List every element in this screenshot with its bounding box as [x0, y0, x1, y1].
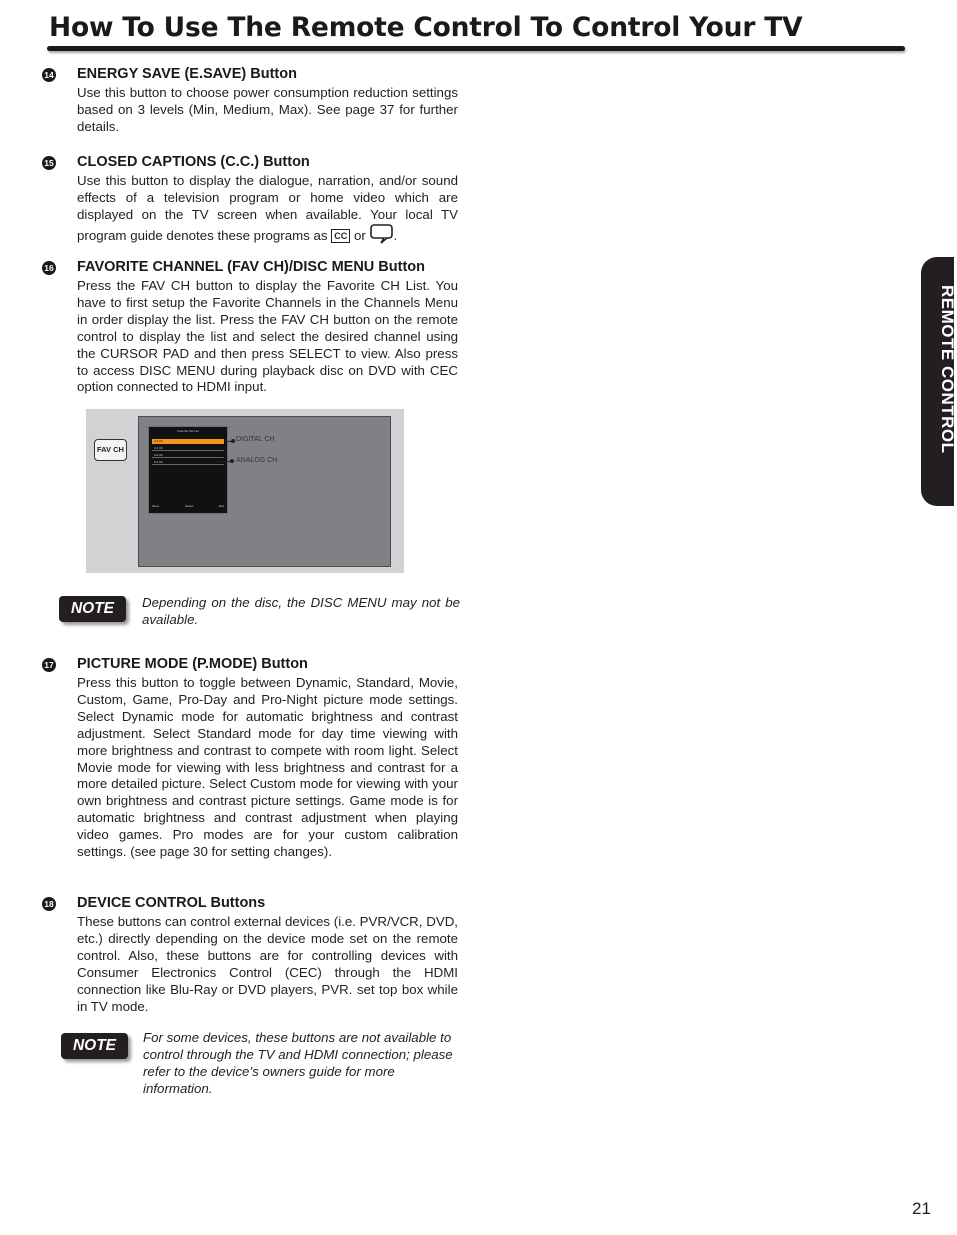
note-text: For some devices, these buttons are not available to control through the TV and HDMI connection; please refer to the device’s owners guide for more information.: [143, 1030, 453, 1096]
callout-dot-digital: [231, 439, 235, 443]
section-title: PICTURE MODE (P.MODE) Button: [77, 656, 308, 672]
page-title: How To Use The Remote Control To Control Your TV: [49, 12, 803, 43]
speech-bubble-icon: [370, 224, 394, 249]
callout-dot-analog: [230, 459, 234, 463]
note-badge: NOTE: [61, 1033, 128, 1059]
menu-row: 3-1 Ch: [152, 446, 224, 451]
menu-footer-move: Move: [152, 504, 160, 508]
page-number: 21: [912, 1199, 931, 1218]
note-text: Depending on the disc, the DISC MENU may not be available.: [142, 595, 460, 627]
period-text: .: [393, 227, 398, 243]
callout-digital-ch: DIGITAL CH: [236, 436, 275, 443]
callout-analog-ch: ANALOG CH: [236, 457, 278, 464]
side-tab: [921, 257, 957, 506]
menu-title: Favorite CH List: [177, 429, 199, 433]
side-tab-label: REMOTE CONTROL: [938, 285, 957, 454]
or-text: or: [353, 227, 366, 243]
tv-screen: [138, 416, 391, 567]
section-body: Press the FAV CH button to display the Favorite CH List. You have to first setup the Favorite Channels in the Channels Menu in order display the list. Press the FAV CH button on the remote control to display the list and select the desired channel using the CURSOR PAD and then press SELECT to view. Also press to access DISC MENU during playback disc on DVD with CEC option connected to HDMI input.: [77, 278, 458, 395]
section-body-text: Use this button to display the dialogue, narration, and/or sound effects of a television program or home video which are displayed on the TV screen when available. Your local TV program guide denotes these programs as: [77, 173, 458, 243]
menu-footer-exit: Exit: [218, 504, 224, 508]
section-body: These buttons can control external devices (i.e. PVR/VCR, DVD, etc.) directly depending on the device mode set on the remote control. Also, these buttons are for controlling devices with Consumer Electronics Control (CEC) through the HDMI connection like Blu-Ray or DVD players, PVR. set top box while in TV mode.: [77, 914, 458, 1014]
section-title: CLOSED CAPTIONS (C.C.) Button: [77, 154, 310, 170]
menu-row: 5-1 Ch: [152, 460, 224, 465]
section-number: 15: [42, 156, 56, 170]
menu-footer: [152, 504, 224, 508]
menu-row: 4-0 Ch: [152, 453, 224, 458]
section-number: 18: [42, 897, 56, 911]
closed-caption-icon: CC: [331, 229, 350, 243]
title-underline: [47, 46, 905, 51]
section-title: ENERGY SAVE (E.SAVE) Button: [77, 66, 297, 82]
section-number: 17: [42, 658, 56, 672]
favorite-ch-menu: [148, 426, 228, 514]
section-body: Press this button to toggle between Dynamic, Standard, Movie, Custom, Game, Pro-Day and Pro-Night picture mode settings. Select Dynamic mode for automatic brightness and contrast adjustment. Select Standard mode for day time viewing with more brightness and contrast to compete with room light. Select Movie mode for viewing with less brightness and contrast for a more detailed picture. Select Custom mode for viewing with your own brightness and contrast picture settings. Game mode is for automatic brightness and contrast adjustment when playing video games. Pro modes are for your custom calibration settings. (see page 30 for setting changes).: [77, 675, 458, 860]
fav-ch-illustration: [86, 409, 404, 573]
menu-row: 2-1 Ch: [152, 439, 224, 444]
section-number: 16: [42, 261, 56, 275]
section-number: 14: [42, 68, 56, 82]
fav-ch-button: FAV CH: [94, 439, 127, 461]
section-title: DEVICE CONTROL Buttons: [77, 895, 266, 911]
note-badge: NOTE: [59, 596, 126, 622]
menu-footer-select: Select: [184, 504, 194, 508]
section-body: Use this button to choose power consumption reduction settings based on 3 levels (Min, Medium, Max). See page 37 for further details.: [77, 85, 458, 134]
section-title: FAVORITE CHANNEL (FAV CH)/DISC MENU Button: [77, 259, 425, 275]
section-body: [77, 173, 458, 249]
